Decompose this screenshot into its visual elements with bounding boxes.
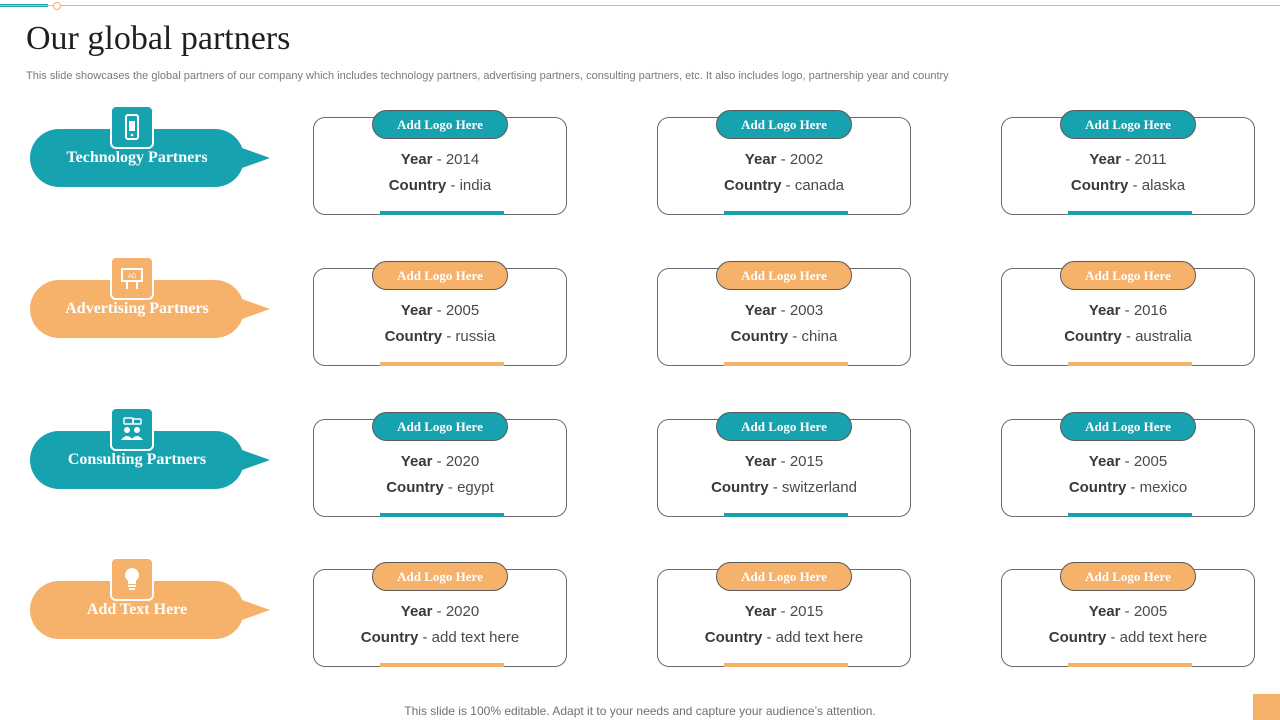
top-divider-dot	[53, 2, 61, 10]
partner-card	[1001, 419, 1255, 517]
card-accent-bar	[724, 663, 848, 667]
partner-card	[657, 268, 911, 366]
year-line: Year - 2015	[744, 603, 824, 620]
country-line: Country - mexico	[1068, 479, 1188, 496]
country-value: alaska	[1141, 177, 1186, 194]
country-value: australia	[1135, 328, 1192, 345]
country-value: canada	[794, 177, 845, 194]
partner-card	[313, 268, 567, 366]
card-accent-bar	[380, 211, 504, 215]
year-line: Year - 2015	[744, 453, 824, 470]
year-line: Year - 2016	[1088, 302, 1168, 319]
year-value: 2020	[445, 453, 480, 470]
top-divider	[0, 5, 1280, 6]
year-value: 2014	[445, 151, 480, 168]
year-line: Year - 2005	[400, 302, 480, 319]
partner-card	[657, 569, 911, 667]
country-line: Country - australia	[1064, 328, 1192, 345]
country-line: Country - alaska	[1070, 177, 1186, 194]
partner-card	[313, 569, 567, 667]
card-accent-bar	[380, 362, 504, 366]
corner-accent	[1253, 694, 1280, 720]
add-logo-button[interactable]: Add Logo Here	[372, 261, 508, 290]
consulting-icon	[110, 407, 154, 451]
partner-card	[313, 419, 567, 517]
year-value: 2015	[789, 453, 824, 470]
add-logo-button[interactable]: Add Logo Here	[1060, 562, 1196, 591]
partner-row-consulting	[0, 407, 1280, 517]
card-accent-bar	[1068, 362, 1192, 366]
country-line: Country - egypt	[386, 479, 494, 496]
year-value: 2005	[445, 302, 480, 319]
card-accent-bar	[380, 663, 504, 667]
add-logo-button[interactable]: Add Logo Here	[372, 110, 508, 139]
partner-row-advertising	[0, 256, 1280, 366]
category-label: Add Text Here	[30, 581, 244, 639]
add-logo-button[interactable]: Add Logo Here	[716, 562, 852, 591]
country-value: switzerland	[781, 479, 857, 496]
card-accent-bar	[724, 513, 848, 517]
smartphone-icon	[110, 105, 154, 149]
page-subtitle: This slide showcases the global partners of our company which includes technology partners, advertising partners, consulting partners, etc. It also includes logo, partnership year and country	[26, 70, 949, 82]
year-line: Year - 2011	[1089, 151, 1167, 168]
country-line: Country - add text here	[360, 629, 520, 646]
year-value: 2011	[1134, 151, 1167, 168]
card-accent-bar	[724, 211, 848, 215]
country-line: Country - add text here	[1048, 629, 1208, 646]
arrow-right-icon	[242, 600, 270, 620]
year-value: 2002	[789, 151, 824, 168]
card-accent-bar	[380, 513, 504, 517]
year-line: Year - 2003	[744, 302, 824, 319]
partner-card	[313, 117, 567, 215]
country-value: add text here	[431, 629, 520, 646]
country-line: Country - india	[388, 177, 492, 194]
country-line: Country - china	[730, 328, 838, 345]
country-value: add text here	[775, 629, 864, 646]
partner-card	[1001, 268, 1255, 366]
card-accent-bar	[1068, 663, 1192, 667]
year-line: Year - 2005	[1088, 453, 1168, 470]
partner-card	[657, 419, 911, 517]
category-other	[30, 581, 270, 639]
add-logo-button[interactable]: Add Logo Here	[716, 110, 852, 139]
add-logo-button[interactable]: Add Logo Here	[716, 412, 852, 441]
country-value: india	[459, 177, 492, 194]
year-line: Year - 2002	[744, 151, 824, 168]
year-line: Year - 2005	[1088, 603, 1168, 620]
partner-row-other	[0, 557, 1280, 667]
add-logo-button[interactable]: Add Logo Here	[372, 412, 508, 441]
category-label: Consulting Partners	[30, 431, 244, 489]
card-accent-bar	[1068, 513, 1192, 517]
add-logo-button[interactable]: Add Logo Here	[1060, 261, 1196, 290]
category-advertising	[30, 274, 270, 338]
add-logo-button[interactable]: Add Logo Here	[1060, 110, 1196, 139]
country-value: egypt	[457, 479, 494, 496]
year-line: Year - 2014	[400, 151, 480, 168]
partner-card	[1001, 569, 1255, 667]
card-accent-bar	[724, 362, 848, 366]
add-logo-button[interactable]: Add Logo Here	[716, 261, 852, 290]
arrow-right-icon	[242, 450, 270, 470]
country-value: china	[801, 328, 838, 345]
add-logo-button[interactable]: Add Logo Here	[1060, 412, 1196, 441]
country-line: Country - russia	[384, 328, 496, 345]
category-label: Advertising Partners	[30, 280, 244, 338]
country-value: russia	[455, 328, 496, 345]
arrow-right-icon	[242, 148, 270, 168]
add-logo-button[interactable]: Add Logo Here	[372, 562, 508, 591]
country-value: mexico	[1139, 479, 1188, 496]
arrow-right-icon	[242, 299, 270, 319]
card-accent-bar	[1068, 211, 1192, 215]
partner-card	[657, 117, 911, 215]
year-value: 2020	[445, 603, 480, 620]
svg-text:AD: AD	[127, 274, 137, 280]
category-technology	[30, 129, 270, 187]
category-consulting	[30, 431, 270, 489]
category-label: Technology Partners	[30, 129, 244, 187]
lightbulb-icon	[110, 557, 154, 601]
partner-card	[1001, 117, 1255, 215]
year-line: Year - 2020	[400, 603, 480, 620]
footer-note: This slide is 100% editable. Adapt it to your needs and capture your audience’s attention.	[404, 704, 876, 718]
year-value: 2005	[1133, 453, 1168, 470]
year-line: Year - 2020	[400, 453, 480, 470]
country-value: add text here	[1119, 629, 1208, 646]
billboard-icon	[110, 256, 154, 300]
partner-row-technology	[0, 105, 1280, 215]
year-value: 2005	[1133, 603, 1168, 620]
year-value: 2015	[789, 603, 824, 620]
page-title: Our global partners	[26, 20, 291, 57]
year-value: 2003	[789, 302, 824, 319]
year-value: 2016	[1133, 302, 1168, 319]
country-line: Country - canada	[723, 177, 845, 194]
country-line: Country - switzerland	[711, 479, 857, 496]
country-line: Country - add text here	[704, 629, 864, 646]
